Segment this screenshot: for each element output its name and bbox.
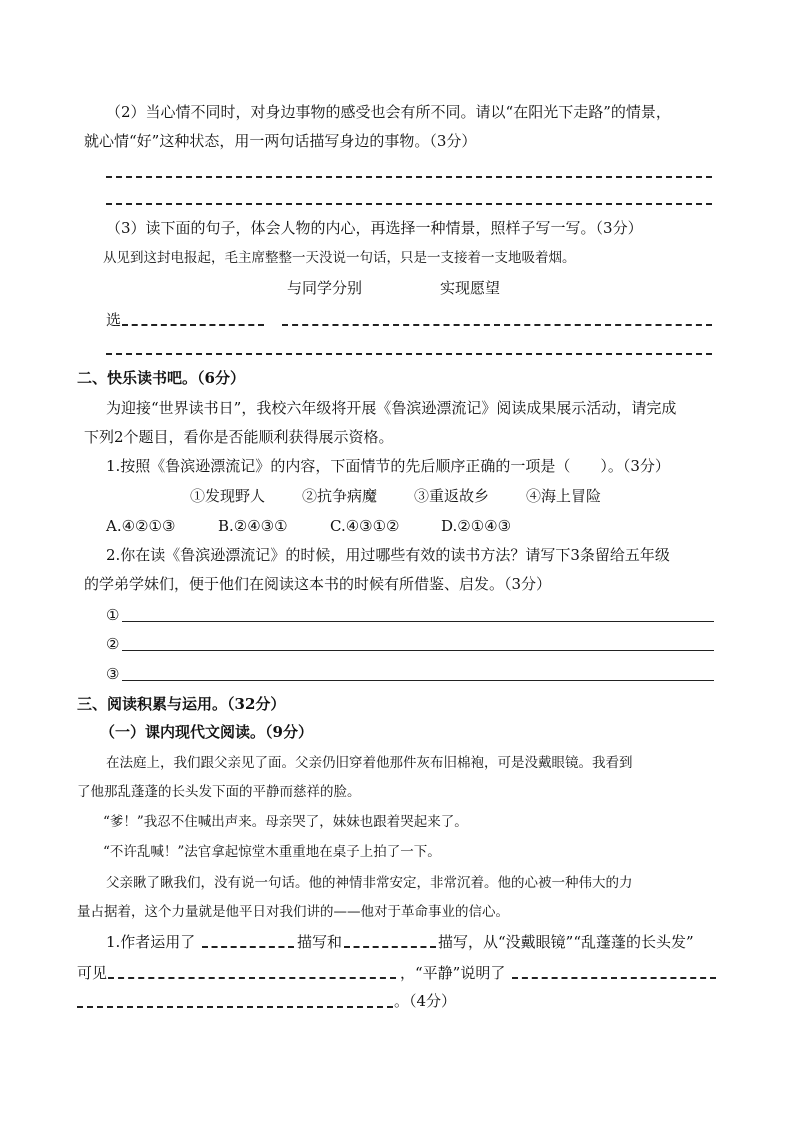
event-3: ③重返故乡 <box>414 487 490 505</box>
fill-blank[interactable] <box>77 1006 393 1008</box>
q2-line-1: （2）当心情不同时，对身边事物的感受也会有所不同。请以“在阳光下走路”的情景， <box>106 103 671 121</box>
section-3-sub-heading: （一）课内现代文阅读。（9分） <box>100 723 313 741</box>
section-2-intro-1: 为迎接“世界读书日”，我校六年级将开展《鲁滨逊漂流记》阅读成果展示活动，请完成 <box>106 399 677 417</box>
event-1: ①发现野人 <box>190 487 266 505</box>
fill-blank[interactable] <box>202 946 294 948</box>
answer-line[interactable] <box>106 203 712 205</box>
answer-line[interactable] <box>122 680 714 681</box>
passage-line: 量占据着，这个力量就是他平日对我们讲的——他对于革命事业的信心。 <box>77 904 509 920</box>
choice-blank[interactable] <box>122 324 264 326</box>
fill-blank[interactable] <box>108 977 396 979</box>
q3-line-1: （3）读下面的句子，体会人物的内心，再选择一种情景，照样子写一写。（3分） <box>106 219 643 237</box>
q2-line-2: 就心情“好”这种状态，用一两句话描写身边的事物。（3分） <box>84 132 477 150</box>
passage-line: 了他那乱蓬蓬的长头发下面的平静而慈祥的脸。 <box>77 784 361 800</box>
section-2-question-2-line-1: 2.你在读《鲁滨逊漂流记》的时候，用过哪些有效的读书方法？请写下3条留给五年级 <box>106 546 670 564</box>
q3-option-1: 与同学分别 <box>287 279 363 297</box>
s3-q1-part-3: 描写，从“没戴眼镜”“乱蓬蓬的长头发” <box>438 933 694 951</box>
q3-choose-label: 选 <box>106 311 122 329</box>
s3-q1-part-2: 描写和 <box>297 933 343 951</box>
choice-a[interactable]: A.④②①③ <box>106 517 176 535</box>
answer-mark-1: ① <box>106 606 120 624</box>
choice-d[interactable]: D.②①④③ <box>441 517 512 535</box>
s3-q1-part-4: 可见 <box>77 964 108 982</box>
passage-line: 在法庭上，我们跟父亲见了面。父亲仍旧穿着他那件灰布旧棉袍，可是没戴眼镜。我看到 <box>106 755 633 771</box>
answer-line[interactable] <box>106 176 712 178</box>
passage-line: 父亲瞅了瞅我们，没有说一句话。他的神情非常安定，非常沉着。他的心被一种伟大的力 <box>106 875 633 891</box>
answer-line[interactable] <box>122 650 714 651</box>
answer-line[interactable] <box>122 621 714 622</box>
choice-b[interactable]: B.②④③① <box>218 517 288 535</box>
passage-line: “爹！”我忍不住喊出声来。母亲哭了，妹妹也跟着哭起来了。 <box>103 814 468 830</box>
q3-example-sentence: 从见到这封电报起，毛主席整整一天没说一句话，只是一支接着一支地吸着烟。 <box>103 250 576 266</box>
section-3-heading: 三、阅读积累与运用。（32分） <box>77 695 286 713</box>
answer-mark-3: ③ <box>106 665 120 683</box>
event-2: ②抗争病魔 <box>302 487 378 505</box>
s3-q1-part-5: ，“平静”说明了 <box>400 964 506 982</box>
section-2-intro-2: 下列2个题目，看你是否能顺利获得展示资格。 <box>84 428 394 446</box>
answer-mark-2: ② <box>106 635 120 653</box>
answer-line[interactable] <box>106 353 712 355</box>
choice-c[interactable]: C.④③①② <box>330 517 400 535</box>
answer-line[interactable] <box>282 324 712 326</box>
section-2-heading: 二、快乐读书吧。（6分） <box>77 369 245 387</box>
fill-blank[interactable] <box>344 946 436 948</box>
q3-option-2: 实现愿望 <box>440 279 501 297</box>
s3-q1-part-6: 。（4分） <box>394 992 457 1010</box>
section-2-question-1: 1.按照《鲁滨逊漂流记》的内容，下面情节的先后顺序正确的一项是（ ）。（3分） <box>106 457 670 475</box>
fill-blank[interactable] <box>512 977 716 979</box>
passage-line: “不许乱喊！”法官拿起惊堂木重重地在桌子上拍了一下。 <box>103 844 441 860</box>
event-4: ④海上冒险 <box>526 487 602 505</box>
s3-q1-part-1: 1.作者运用了 <box>106 933 196 951</box>
section-2-question-2-line-2: 的学弟学妹们，便于他们在阅读这本书的时候有所借鉴、启发。（3分） <box>84 575 552 593</box>
